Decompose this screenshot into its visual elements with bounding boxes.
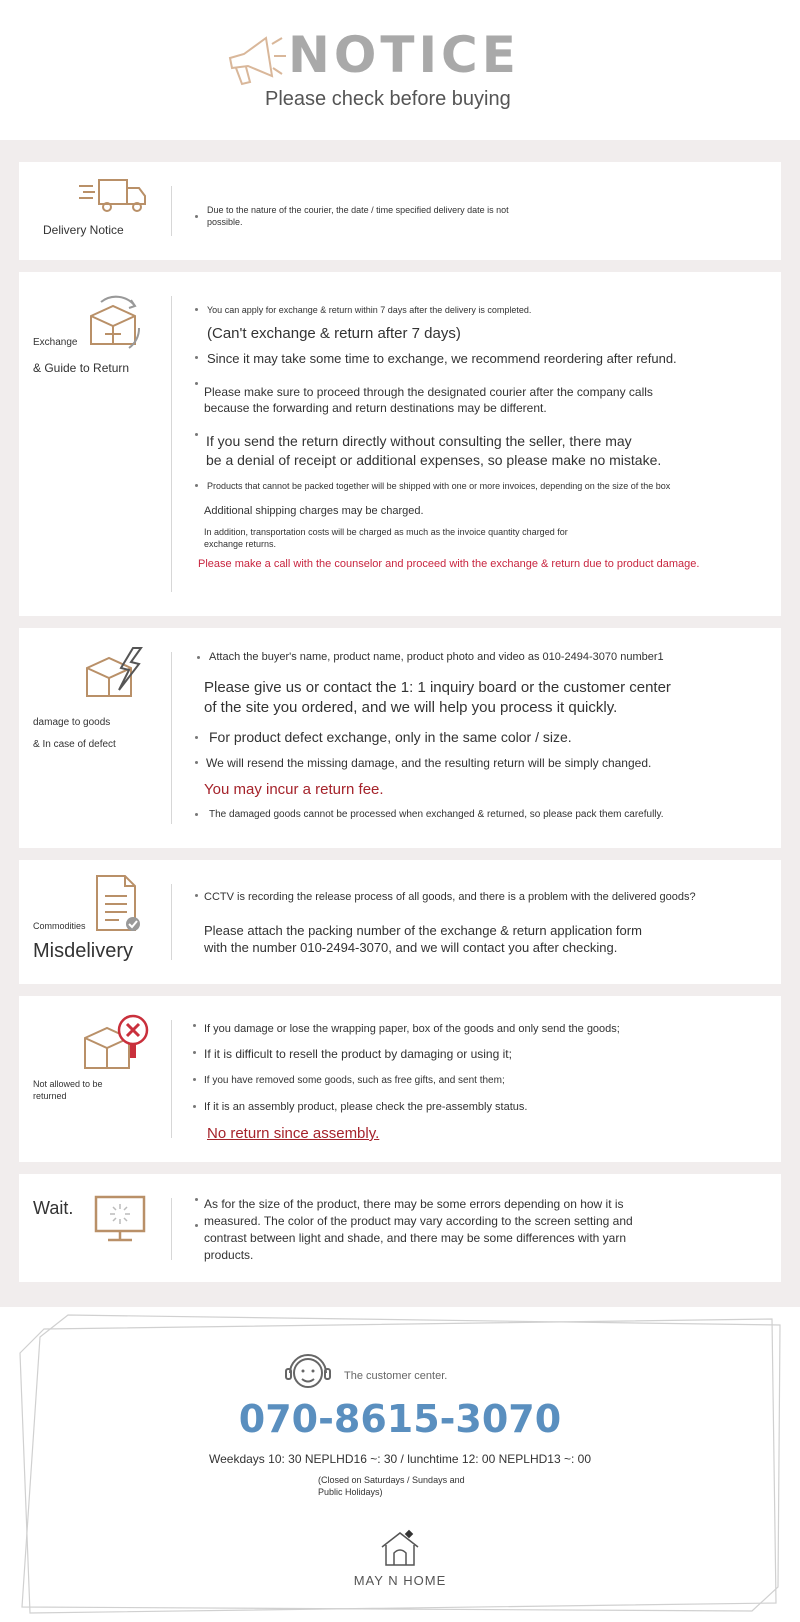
monitor-loading-icon (93, 1194, 147, 1244)
defect-text: Please give us or contact the 1: 1 inquiry board or the customer center (204, 679, 671, 696)
wait-text: contrast between light and shade, and there may be some differences with yarn (204, 1231, 627, 1245)
wait-label: Wait. (33, 1198, 74, 1218)
customer-center-label: The customer center. (344, 1370, 448, 1382)
customer-center-footer (0, 1307, 800, 1622)
card-divider (171, 1020, 172, 1138)
bullet (193, 1105, 196, 1108)
defect-card (19, 628, 781, 848)
no-return-warning: No return since assembly. (207, 1125, 380, 1142)
page-title: NOTICE (288, 26, 520, 84)
no-return-text: If you have removed some goods, such as free gifts, and sent them; (204, 1075, 505, 1086)
bullet (195, 813, 198, 816)
card-divider (171, 884, 172, 960)
misdelivery-label: Misdelivery (33, 940, 134, 962)
closed-notice-line: Public Holidays) (318, 1486, 383, 1497)
megaphone-icon (222, 28, 290, 88)
bullet (195, 433, 198, 436)
box-exchange-icon (81, 294, 145, 354)
closed-notice (318, 1475, 478, 1498)
bullet (195, 1224, 198, 1227)
exchange-text: If you send the return directly without consulting the seller, there may (206, 433, 632, 449)
bullet (195, 382, 198, 385)
exchange-text: Please make sure to proceed through the designated courier after the company calls (204, 385, 653, 399)
defect-label: & In case of defect (33, 739, 116, 750)
bullet (197, 656, 200, 659)
box-x-icon (81, 1012, 151, 1076)
exchange-text: be a denial of receipt or additional expenses, so please make no mistake. (206, 452, 662, 468)
brand-logo-icon (378, 1529, 422, 1569)
misdelivery-text: Please attach the packing number of the exchange & return application form (204, 923, 642, 938)
exchange-text: exchange returns. (204, 539, 277, 549)
exchange-text: (Can't exchange & return after 7 days) (207, 325, 461, 342)
no-return-text: If you damage or lose the wrapping paper, box of the goods and only send the goods; (204, 1023, 620, 1035)
card-divider (171, 652, 172, 824)
card-divider (171, 296, 172, 592)
delivery-text: Due to the nature of the courier, the date / time specified delivery date is not (207, 205, 509, 215)
card-divider (171, 186, 172, 236)
misdelivery-card (19, 860, 781, 984)
bullet (195, 761, 198, 764)
delivery-notice-card (19, 162, 781, 260)
exchange-label: & Guide to Return (33, 361, 130, 375)
no-return-label: Not allowed to be (33, 1079, 103, 1089)
exchange-warning: Please make a call with the counselor and proceed with the exchange & return due to product damage. (198, 558, 700, 570)
bullet (195, 308, 198, 311)
delivery-truck-icon (77, 176, 149, 216)
no-return-card (19, 996, 781, 1162)
defect-text: For product defect exchange, only in the same color / size. (209, 729, 572, 745)
headset-agent-icon (278, 1347, 338, 1397)
defect-text: of the site you ordered, and we will help you process it quickly. (204, 699, 618, 716)
defect-text: The damaged goods cannot be processed when exchanged & returned, so please pack them carefully. (209, 809, 664, 820)
notice-header (0, 0, 800, 140)
exchange-text: You can apply for exchange & return within 7 days after the delivery is completed. (207, 305, 532, 315)
bullet (193, 1078, 196, 1081)
document-check-icon (93, 874, 143, 932)
misdelivery-label: Commodities (33, 921, 86, 931)
exchange-text: Products that cannot be packed together will be shipped with one or more invoices, depending on the size of the box (207, 481, 671, 491)
defect-text: Attach the buyer's name, product name, product photo and video as 010-2494-3070 number1 (209, 651, 664, 663)
bullet (195, 736, 198, 739)
misdelivery-text: CCTV is recording the release process of all goods, and there is a problem with the delivered goods? (204, 891, 696, 903)
delivery-notice-label: Delivery Notice (43, 223, 124, 237)
bullet (193, 1051, 196, 1054)
no-return-text: If it is an assembly product, please check the pre-assembly status. (204, 1101, 528, 1113)
exchange-text: because the forwarding and return destinations may be different. (204, 401, 547, 415)
no-return-text: If it is difficult to resell the product by damaging or using it; (204, 1047, 512, 1061)
bullet (193, 1024, 196, 1027)
wait-text: products. (204, 1248, 254, 1262)
page-subtitle: Please check before buying (265, 88, 511, 110)
exchange-text: Additional shipping charges may be charged. (204, 505, 424, 517)
bullet (195, 215, 198, 218)
delivery-text: possible. (207, 217, 243, 227)
bullet (195, 484, 198, 487)
closed-notice-line: (Closed on Saturdays / Sundays and (318, 1475, 465, 1485)
business-hours: Weekdays 10: 30 NEPLHD16 ~: 30 / lunchtime 12: 00 NEPLHD13 ~: 00 (209, 1452, 591, 1466)
exchange-text: Since it may take some time to exchange, we recommend reordering after refund. (207, 351, 677, 366)
misdelivery-text: with the number 010-2494-3070, and we will contact you after checking. (204, 940, 618, 955)
card-divider (171, 1198, 172, 1260)
no-return-label: returned (33, 1091, 67, 1101)
damaged-box-icon (83, 646, 147, 704)
exchange-text: In addition, transportation costs will be charged as much as the invoice quantity charged for (204, 527, 568, 537)
exchange-label: Exchange (33, 337, 78, 348)
bullet (195, 894, 198, 897)
defect-text: We will resend the missing damage, and the resulting return will be simply changed. (206, 756, 652, 770)
exchange-return-card (19, 272, 781, 616)
brand-name: MAY N HOME (353, 1573, 447, 1588)
defect-fee-warning: You may incur a return fee. (204, 781, 384, 798)
wait-text: measured. The color of the product may vary according to the screen setting and (204, 1214, 633, 1228)
bullet (195, 356, 198, 359)
bullet (195, 1198, 198, 1201)
defect-label: damage to goods (33, 717, 111, 728)
wait-text: As for the size of the product, there may be some errors depending on how it is (204, 1197, 624, 1211)
wait-card (19, 1174, 781, 1282)
customer-center-phone[interactable]: 070-8615-3070 (238, 1397, 562, 1441)
